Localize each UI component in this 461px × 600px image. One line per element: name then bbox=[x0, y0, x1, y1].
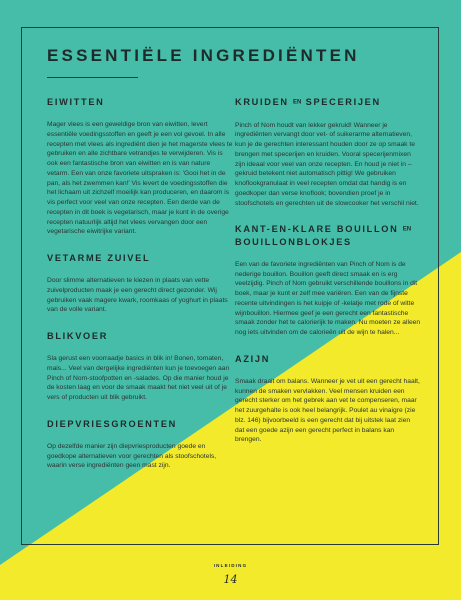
section-diepvriesgroenten bbox=[47, 418, 233, 471]
section-heading: VETARME ZUIVEL bbox=[47, 253, 151, 263]
section-eiwitten bbox=[47, 96, 233, 237]
right-column bbox=[235, 96, 421, 460]
heading-part: KRUIDEN bbox=[235, 97, 289, 107]
page-title: ESSENTIËLE INGREDIËNTEN bbox=[47, 46, 360, 65]
page-number: 14 bbox=[223, 573, 238, 586]
section-heading: BLIKVOER bbox=[47, 331, 109, 341]
heading-part: BOUILLONBLOKJES bbox=[235, 236, 352, 247]
heading-part: SPECERIJEN bbox=[305, 97, 381, 107]
section-bouillon bbox=[235, 223, 421, 338]
heading-ampersand: EN bbox=[293, 99, 302, 106]
section-azijn bbox=[235, 353, 421, 445]
section-heading bbox=[235, 223, 421, 248]
section-body: Een van de favoriete ingrediënten van Pinch of Nom is de nederige bouillon. Bouillon geeft direct smaak en is erg veelzijdig. Pinch of Nom gebruikt verschillende bouillons in dit boek, maar je kunt er zelf mee variëren. Een van de fijnste recente uitvindingen is het kuipje of -kelatje met rode of witte wijnbouillon. Hiermee geef je een gerecht een fantastische smaak zonder het te calorierijk te maken. Nu moeten ze alleen nog iets uitvinden om de calorieën uit de wijn te halen... bbox=[235, 260, 421, 337]
footer-section-label: INLEIDING bbox=[213, 563, 248, 568]
heading-ampersand: EN bbox=[402, 226, 412, 233]
section-heading: AZIJN bbox=[235, 353, 271, 364]
heading-part: KANT-EN-KLARE BOUILLON bbox=[235, 224, 399, 235]
section-vetarme-zuivel bbox=[47, 252, 233, 315]
section-heading: DIEPVRIESGROENTEN bbox=[47, 418, 177, 429]
section-heading bbox=[235, 96, 421, 109]
section-body: Op dezelfde manier zijn diepvriesproducten goede en goedkope alternatieven voor gerechten als stoofschotels, waarin verse ingrediënten geen mast zijn. bbox=[47, 442, 217, 470]
title-underline bbox=[47, 77, 138, 78]
section-heading: EIWITTEN bbox=[47, 97, 105, 107]
section-body: Pinch of Nom houdt van lekker gekruid! Wanneer je ingrediënten vervangt door vet- of suikerarme alternatieven, kun je de gerechten interessant houden door ze op smaak te brengen met specerijen en kruiden. Vooral specerijenmixen zijn ideaal voor veel van onze recepten. En houd je niet in – gekruid betekent niet automatisch pittig! We gebruiken knoflookgranulaat in veel recepten omdat dat handig is en goedkoper dan verse knoflook; bovendien proef je in stoofschotels en gerechten uit de slowcooker het verschil niet. bbox=[235, 121, 419, 207]
section-body: Smaak draait om balans. Wanneer je vet uit een gerecht haalt, kunnen de smaken vervlakken. Veel mensen kruiden een gerecht sterker om het gebrek aan vet te compenseren, maar het zuurgehalte is ook heel belangrijk. Poulet au vinaigre (zie blz. 146) bijvoorbeeld is een gerecht dat bij uitstek laat zien dat een goede azijn een gerecht perfect in balans kan brengen. bbox=[235, 377, 420, 444]
left-column bbox=[47, 96, 233, 486]
section-blikvoer bbox=[47, 330, 233, 403]
section-body: Sla gerust een voorraadje basics in blik in! Bonen, tomaten, mais... Veel van dergelijke ingrediënten kun je toevoegen aan Pinch of Nom-stoofpotten en -salades. Op die manier houd je de kosten laag en voor de smaak maakt het niet veel uit of je vers of producten uit blik gebruikt. bbox=[47, 355, 230, 401]
section-body: Mager vlees is een geweldige bron van eiwitten, levert essentiële voedingsstoffen en geeft je een vol gevoel. In alle recepten met vlees als ingrediënt dien je het magerste vlees te gebruiken en alle zichtbare vetrandjes te verwijderen. Vis is ook een fantastische bron van eiwitten en is van nature vetarm. Een van onze favoriete uitspraken is: 'Gooi het in de pan, als het zwemmen kan!' Vis levert de voedingsstoffen die het lichaam uit zichzelf moeilijk kan produceren, en daarom is vis perfect voor veel van onze recepten. Een derde van de recepten in dit boek is vegetarisch, maar je kunt in de overige recepten natuurlijk altijd het vlees vervangen door een vegetarische eiwitrijke variant. bbox=[47, 121, 233, 236]
section-kruiden-specerijen bbox=[235, 96, 421, 208]
section-body: Door slimme alternatieven te kiezen in plaats van vette zuivelproducten maak je een gerecht direct gezonder. Wij gebruiken vaak magere kwark, roomkaas of yoghurt in plaats van de volle variant. bbox=[47, 277, 228, 314]
